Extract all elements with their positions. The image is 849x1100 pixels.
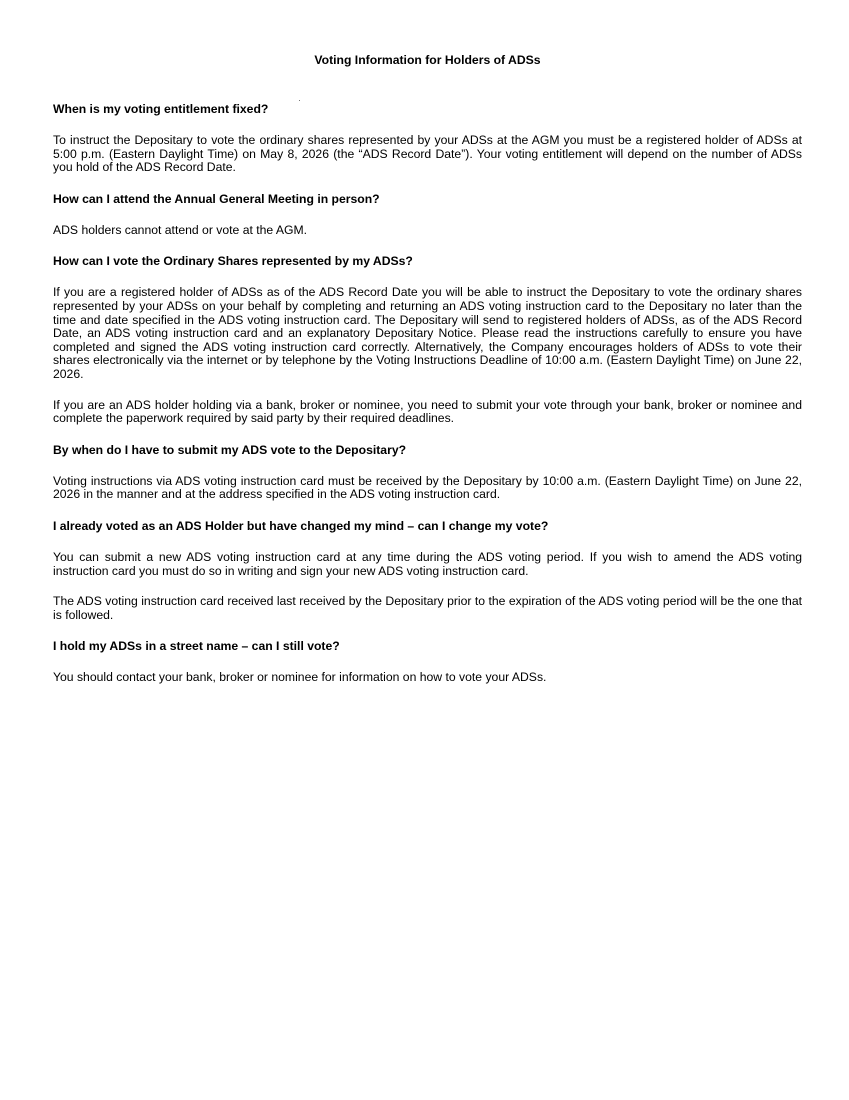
section-heading: By when do I have to submit my ADS vote to the Depositary? [53,442,407,457]
section-how-to-vote [53,254,802,425]
section-heading: How can I vote the Ordinary Shares represented by my ADSs? [53,254,413,269]
section-change-vote [53,519,802,622]
scan-speck [299,100,300,101]
section-paragraph: If you are an ADS holder holding via a bank, broker or nominee, you need to submit your vote through your bank, broker or nominee and complete the paperwork required by said party by their required deadlines. [53,397,802,426]
section-paragraph: If you are a registered holder of ADSs as of the ADS Record Date you will be able to instruct the Depositary to vote the ordinary shares represented by your ADSs on your behalf by completing and returning an ADS voting instruction card to the Depositary no later than the time and date specified in the ADS voting instruction card. The Depositary will send to registered holders of ADSs, as of the ADS Record Date, an ADS voting instruction card and an explanatory Depositary Notice. Please read the instructions carefully to ensure you have completed and signed the ADS voting instruction card correctly. Alternatively, the Company encourages holders of ADSs to vote their shares electronically via the internet or by telephone by the Voting Instructions Deadline of 10:00 a.m. (Eastern Daylight Time) on June 22, 2026. [53,285,802,381]
section-heading: I already voted as an ADS Holder but have changed my mind – can I change my vote? [53,518,549,533]
section-submission-deadline [53,443,802,502]
section-heading: When is my voting entitlement fixed? [53,102,269,116]
section-paragraph: To instruct the Depositary to vote the ordinary shares represented by your ADSs at the AGM you must be a registered holder of ADSs at 5:00 p.m. (Eastern Daylight Time) on May 8, 2026 (the “ADS Record Date”). Your voting entitlement will depend on the number of ADSs you hold of the ADS Record Date. [53,133,802,175]
document-title: Voting Information for Holders of ADSs [314,53,541,67]
document-body [53,102,802,702]
section-paragraph: Voting instructions via ADS voting instruction card must be received by the Depositary by 10:00 a.m. (Eastern Daylight Time) on June 22, 2026 in the manner and at the address specified in the ADS voting instruction card. [53,473,802,502]
section-attend-in-person [53,192,802,238]
section-paragraph: ADS holders cannot attend or vote at the AGM. [53,222,308,237]
section-paragraph: You can submit a new ADS voting instruction card at any time during the ADS voting period. If you wish to amend the ADS voting instruction card you must do so in writing and sign your new ADS voting instruction card. [53,549,802,578]
section-voting-entitlement [53,102,802,175]
section-heading: How can I attend the Annual General Meeting in person? [53,191,380,206]
section-paragraph: The ADS voting instruction card received last received by the Depositary prior to the expiration of the ADS voting period will be the one that is followed. [53,594,802,622]
section-paragraph: You should contact your bank, broker or nominee for information on how to vote your ADSs. [53,670,547,685]
section-street-name [53,639,802,685]
section-heading: I hold my ADSs in a street name – can I still vote? [53,639,340,654]
